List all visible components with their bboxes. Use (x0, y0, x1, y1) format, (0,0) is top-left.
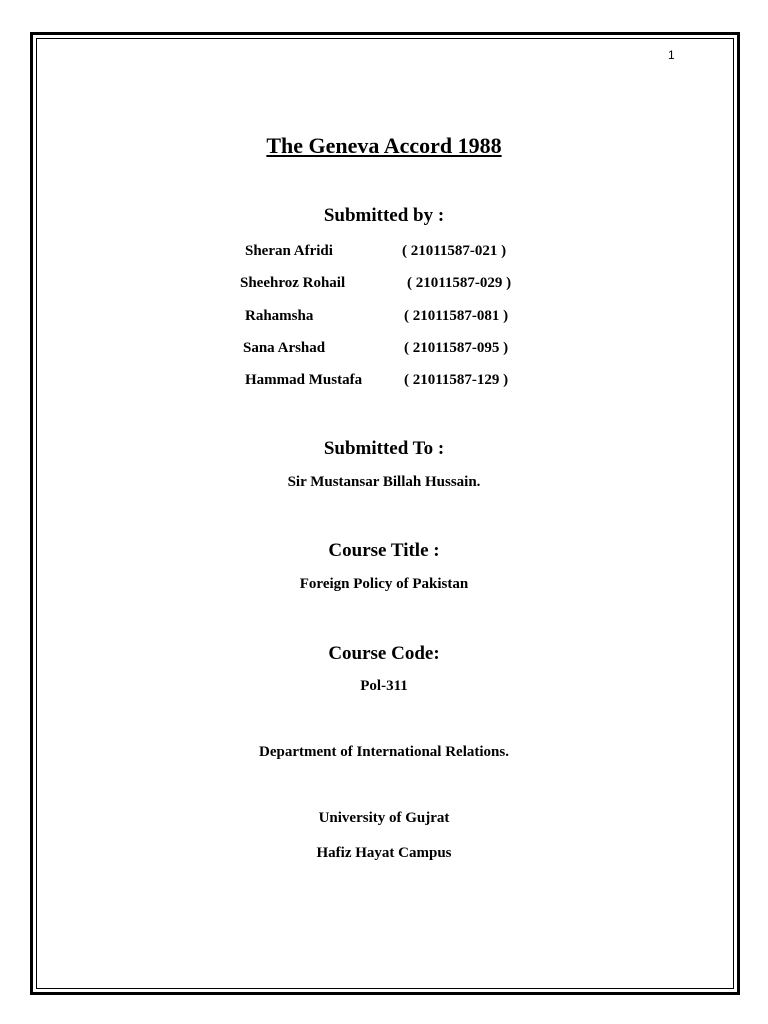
member-id: ( 21011587-081 ) (404, 308, 509, 324)
course-code-heading: Course Code: (328, 643, 440, 664)
course-title-value: Foreign Policy of Pakistan (299, 576, 469, 592)
submitted-by-heading: Submitted by : (323, 205, 445, 226)
course-title-heading: Course Title : (328, 540, 440, 561)
document-title: The Geneva Accord 1988 (266, 133, 502, 158)
member-name: Sheran Afridi (245, 243, 333, 259)
submitted-to-name: Sir Mustansar Billah Hussain. (287, 474, 481, 490)
member-name: Sheehroz Rohail (240, 275, 346, 291)
member-name: Sana Arshad (243, 340, 326, 356)
campus-name: Hafiz Hayat Campus (316, 845, 452, 861)
member-name: Rahamsha (245, 308, 314, 324)
member-id: ( 21011587-129 ) (404, 372, 509, 388)
member-id: ( 21011587-021 ) (402, 243, 507, 259)
member-id: ( 21011587-095 ) (404, 340, 509, 356)
department-name: Department of International Relations. (259, 744, 509, 760)
page-number: 1 (668, 48, 675, 62)
submitted-to-heading: Submitted To : (323, 438, 445, 459)
university-name: University of Gujrat (318, 810, 450, 826)
course-code-value: Pol-311 (360, 678, 408, 694)
member-id: ( 21011587-029 ) (407, 275, 512, 291)
member-name: Hammad Mustafa (245, 372, 363, 388)
